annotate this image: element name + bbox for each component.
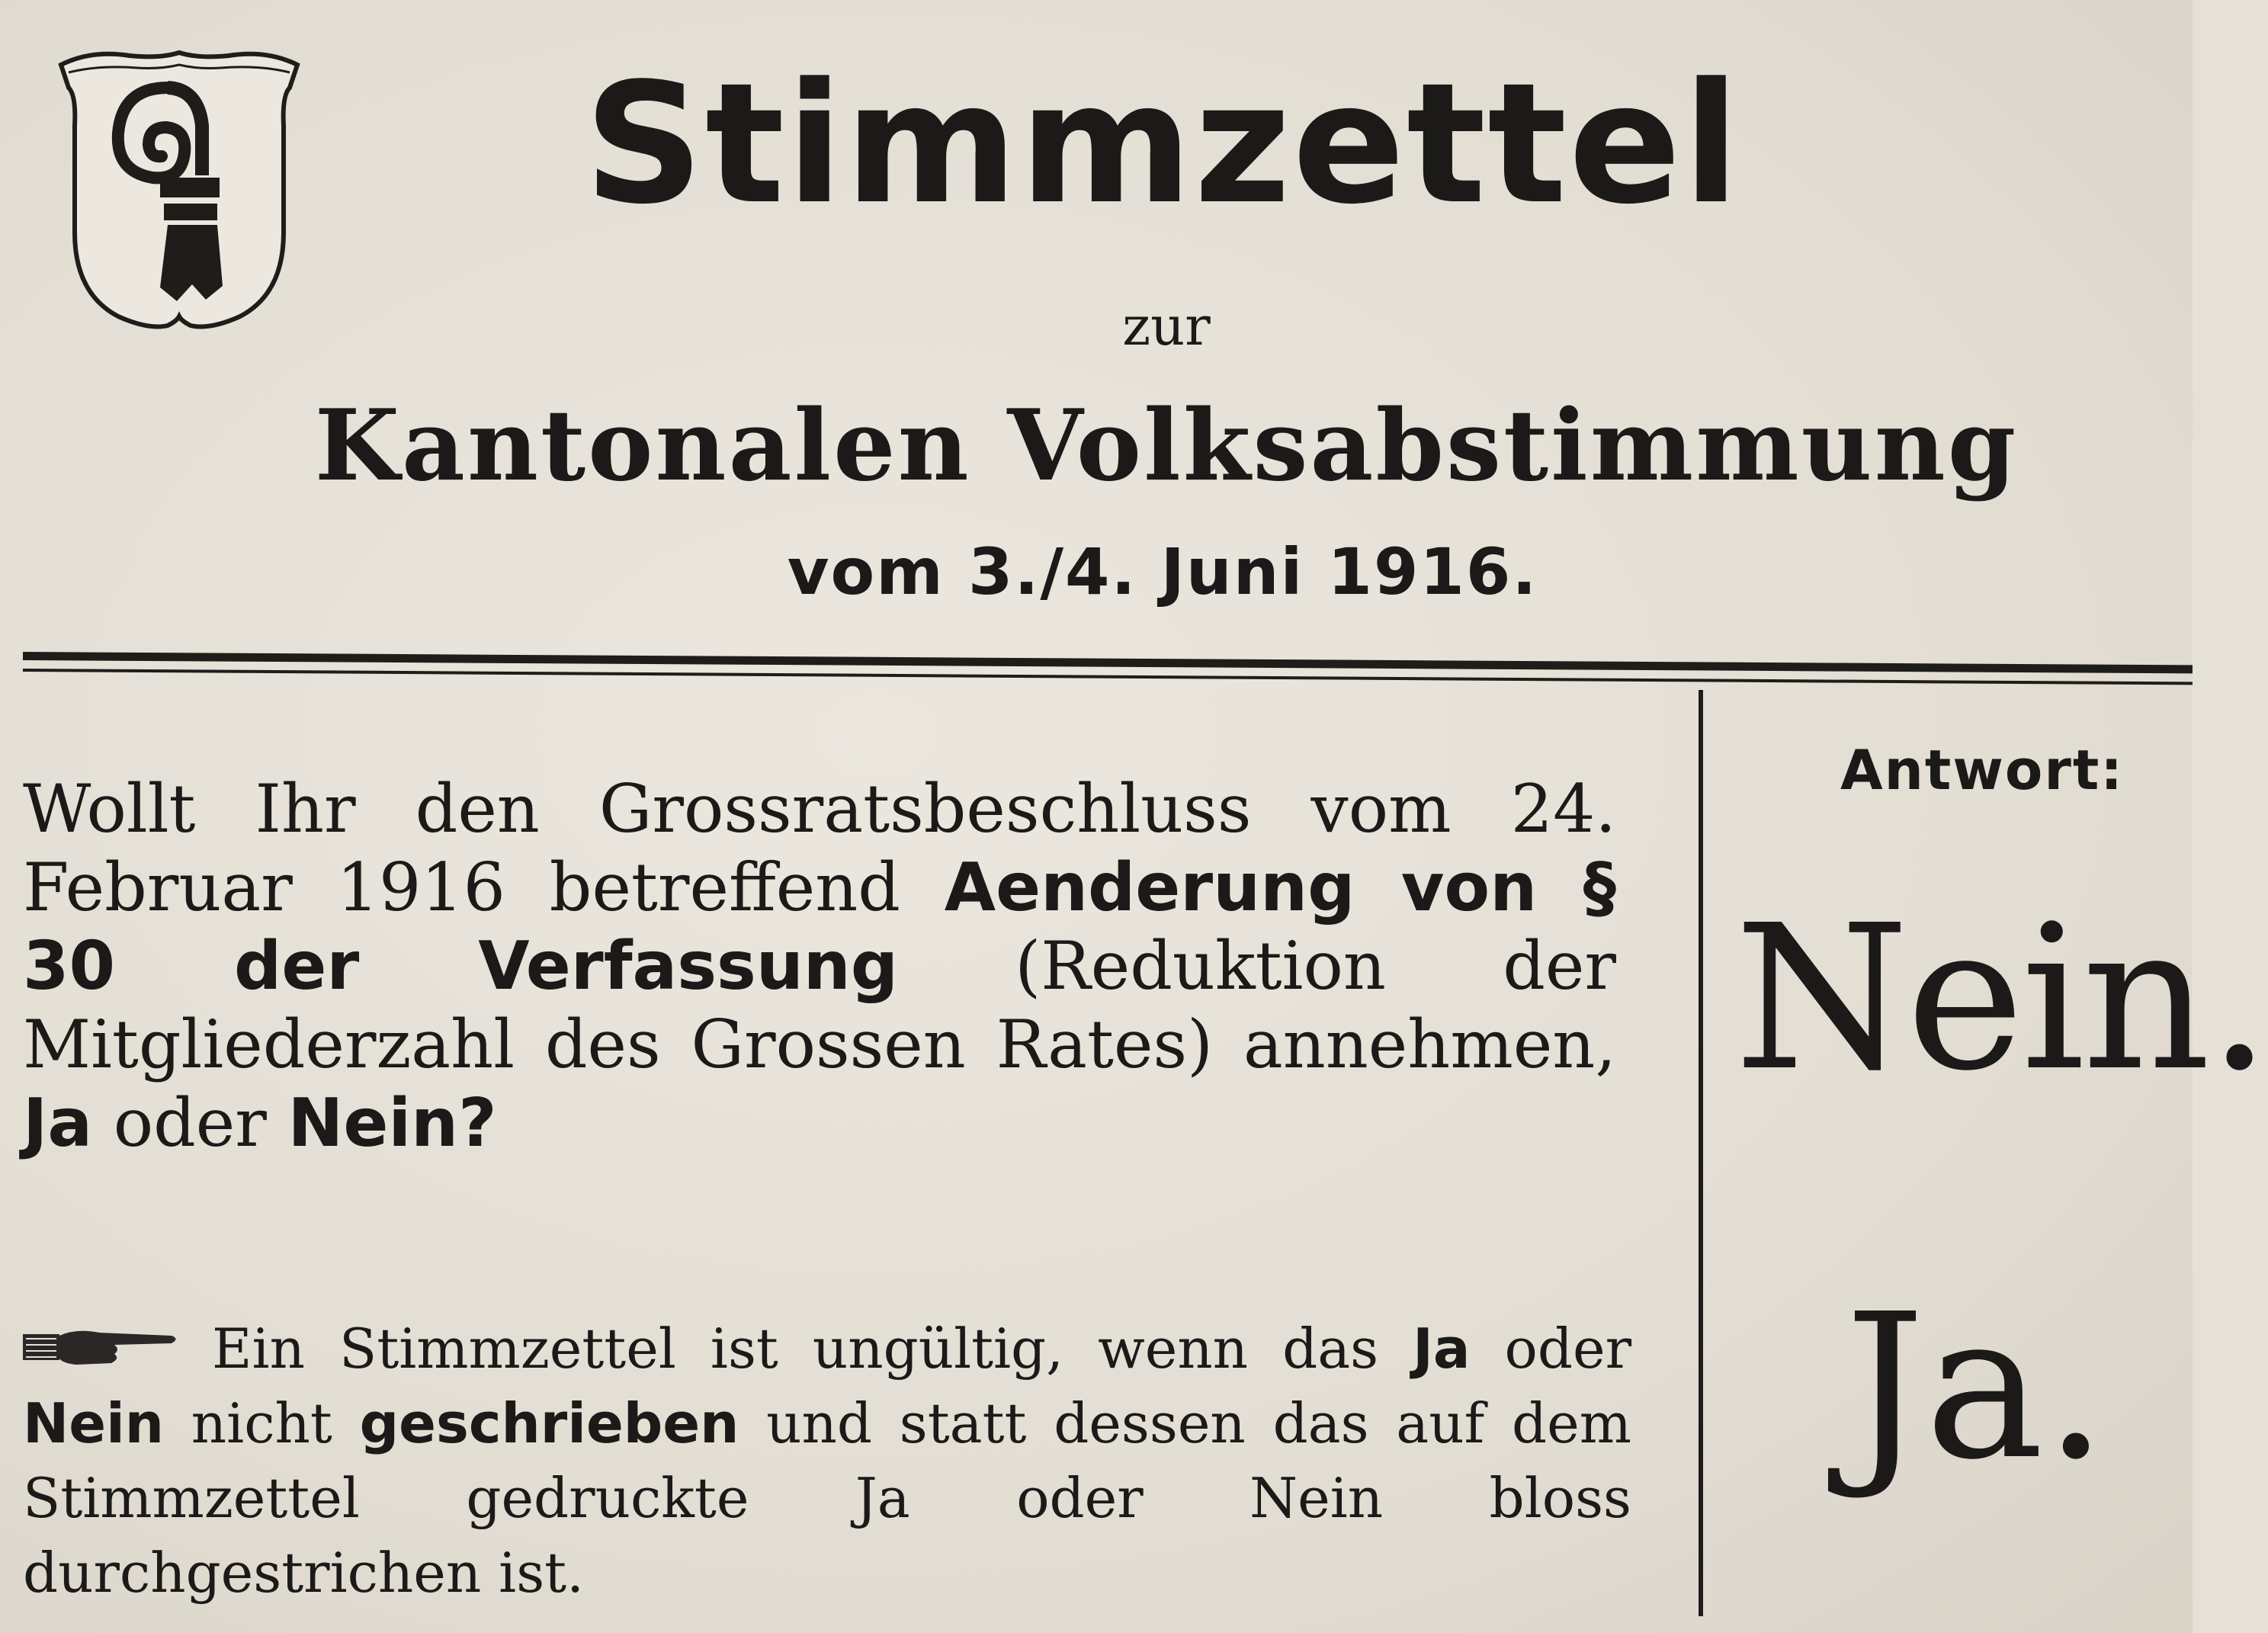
answer-ja: Ja. [1845, 1271, 2108, 1503]
answer-label: Antwort: [1840, 738, 2125, 802]
column-divider [1699, 690, 1703, 1616]
validity-note: Ein Stimmzettel ist ungültig, wenn das Ja oder Nein nicht geschrieben und statt dessen das auf dem Stimmzettel gedruckte Ja oder Nein bloss durchgestrichen ist. [23, 1317, 1631, 1605]
ballot-title: Stimmzettel [584, 48, 1741, 241]
ballot-subtitle: Kantonalen Volksabstimmung [314, 389, 2019, 503]
title-connector: zur [1122, 295, 1211, 358]
pointing-hand-icon [23, 1323, 183, 1369]
answer-nein: Nein. [1734, 882, 2268, 1115]
vote-date: vom 3./4. Juni 1916. [787, 534, 1538, 609]
ballot-question: Wollt Ihr den Grossratsbeschluss vom 24. Februar 1916 betreffend Aenderung von § 30 der Verfassung (Reduktion der Mitgliederzahl des Grossen Rates) annehmen, Ja oder Nein? [23, 770, 1617, 1162]
coat-of-arms-icon [46, 42, 313, 347]
